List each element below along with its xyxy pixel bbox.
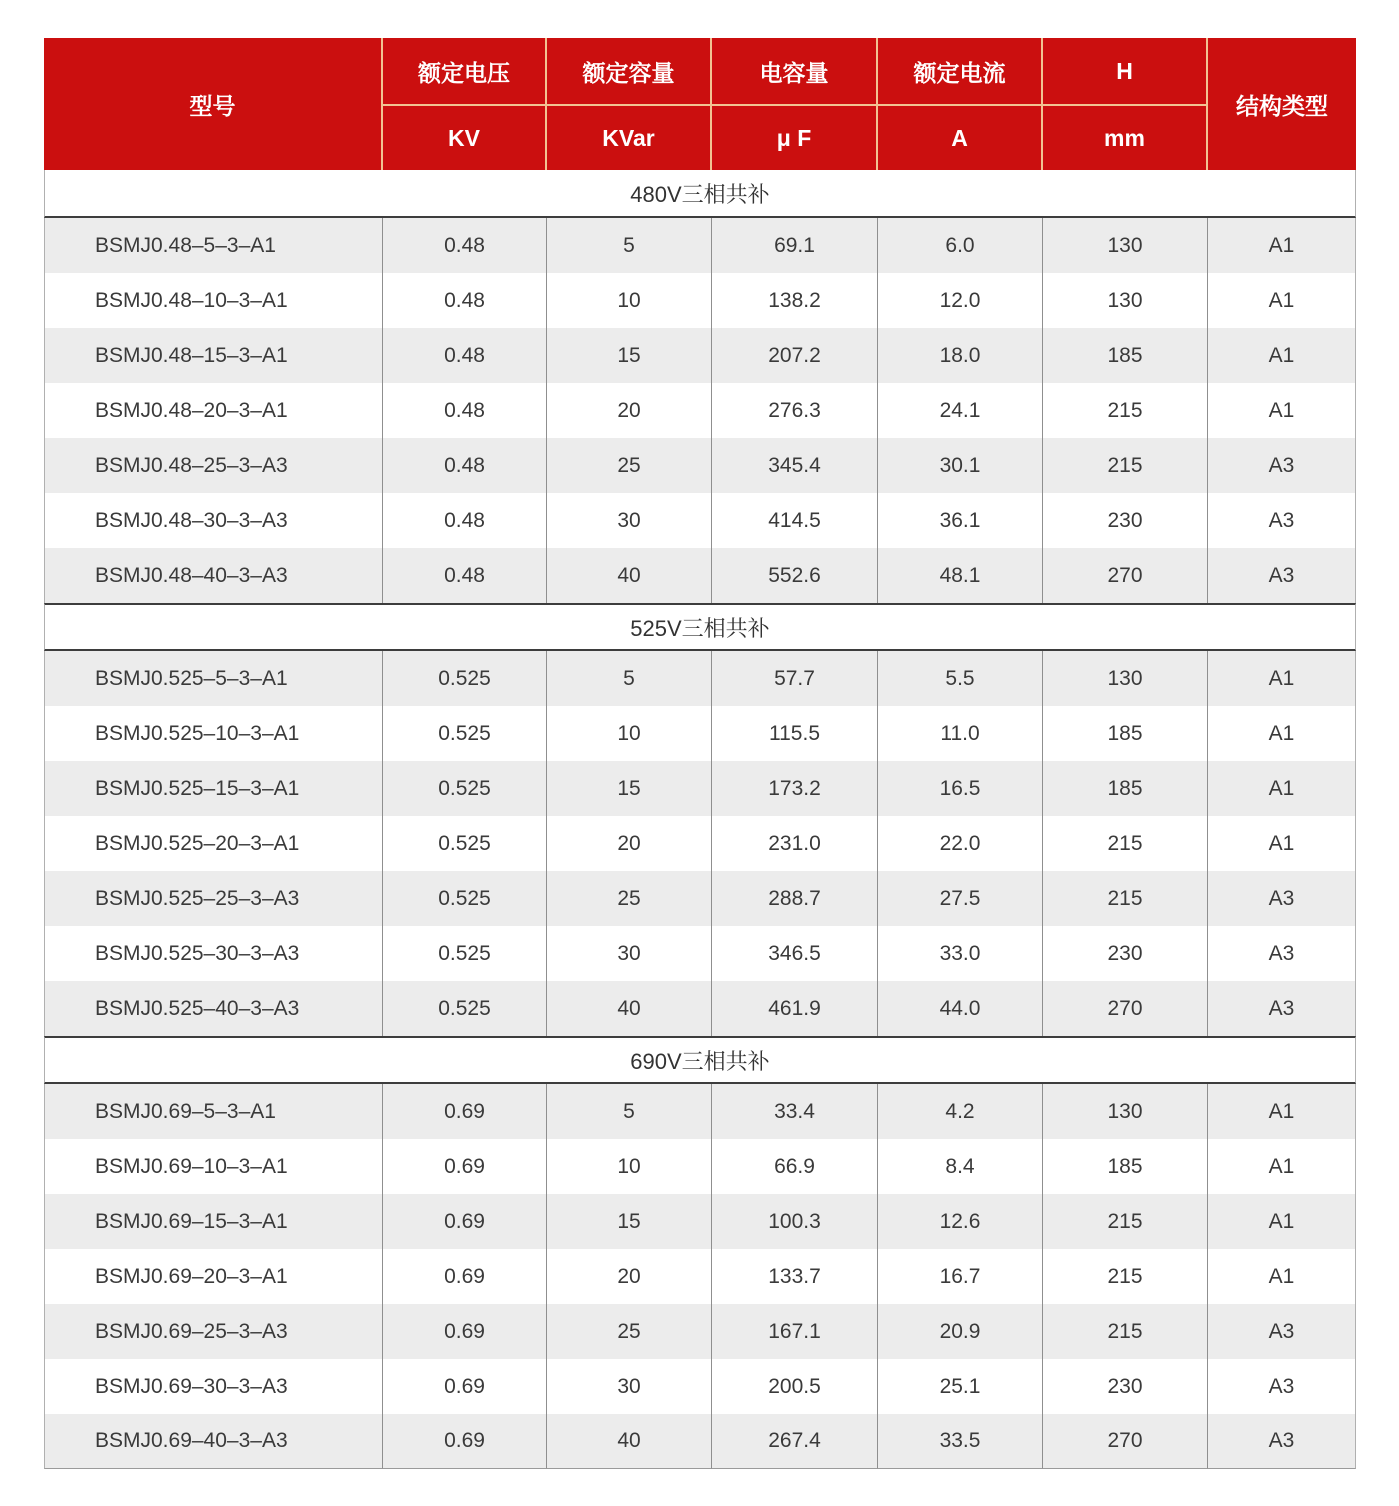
section-header-row [44, 170, 1356, 218]
height-cell: 270 [1043, 981, 1208, 1036]
capacitance-cell: 57.7 [712, 651, 878, 706]
model-cell: BSMJ0.525–25–3–A3 [44, 871, 383, 926]
height-cell: 230 [1043, 1359, 1208, 1414]
rated-current-cell: 18.0 [878, 328, 1043, 383]
model-cell: BSMJ0.525–10–3–A1 [44, 706, 383, 761]
table-row [44, 273, 1356, 328]
capacitance-cell: 115.5 [712, 706, 878, 761]
rated-capacity-cell: 20 [547, 383, 712, 438]
rated-voltage-cell: 0.48 [383, 273, 547, 328]
capacitance-cell: 288.7 [712, 871, 878, 926]
section-title: 690V三相共补 [44, 1036, 1356, 1084]
capacitance-cell: 173.2 [712, 761, 878, 816]
rated-voltage-cell: 0.48 [383, 548, 547, 603]
structure-type-cell: A1 [1208, 651, 1356, 706]
rated-capacity-cell: 10 [547, 273, 712, 328]
capacitance-cell: 200.5 [712, 1359, 878, 1414]
table-row [44, 493, 1356, 548]
structure-type-cell: A3 [1208, 1414, 1356, 1469]
rated-capacity-cell: 15 [547, 1194, 712, 1249]
capacitance-cell: 207.2 [712, 328, 878, 383]
structure-type-cell: A1 [1208, 706, 1356, 761]
rated-voltage-cell: 0.525 [383, 651, 547, 706]
model-cell: BSMJ0.525–15–3–A1 [44, 761, 383, 816]
table-row [44, 1194, 1356, 1249]
rated-capacity-cell: 10 [547, 1139, 712, 1194]
spec-table-body [44, 170, 1356, 1469]
height-cell: 270 [1043, 548, 1208, 603]
table-row [44, 1414, 1356, 1469]
rated-voltage-cell: 0.48 [383, 218, 547, 273]
model-cell: BSMJ0.69–20–3–A1 [44, 1249, 383, 1304]
rated-current-cell: 20.9 [878, 1304, 1043, 1359]
rated-capacity-cell: 25 [547, 1304, 712, 1359]
capacitance-cell: 276.3 [712, 383, 878, 438]
table-row [44, 383, 1356, 438]
col-unit-capacitance: μ F [712, 104, 878, 170]
structure-type-cell: A1 [1208, 273, 1356, 328]
model-cell: BSMJ0.48–20–3–A1 [44, 383, 383, 438]
rated-voltage-cell: 0.525 [383, 816, 547, 871]
rated-capacity-cell: 5 [547, 651, 712, 706]
capacitance-cell: 552.6 [712, 548, 878, 603]
table-row [44, 438, 1356, 493]
model-cell: BSMJ0.69–10–3–A1 [44, 1139, 383, 1194]
table-row [44, 548, 1356, 603]
height-cell: 215 [1043, 383, 1208, 438]
table-row [44, 1304, 1356, 1359]
model-cell: BSMJ0.48–40–3–A3 [44, 548, 383, 603]
rated-voltage-cell: 0.525 [383, 761, 547, 816]
rated-current-cell: 12.0 [878, 273, 1043, 328]
model-cell: BSMJ0.48–15–3–A1 [44, 328, 383, 383]
height-cell: 215 [1043, 1194, 1208, 1249]
rated-current-cell: 22.0 [878, 816, 1043, 871]
rated-current-cell: 4.2 [878, 1084, 1043, 1139]
rated-voltage-cell: 0.69 [383, 1304, 547, 1359]
section-header-row [44, 603, 1356, 651]
rated-voltage-cell: 0.69 [383, 1194, 547, 1249]
col-header-model: 型号 [44, 38, 383, 170]
height-cell: 185 [1043, 1139, 1208, 1194]
structure-type-cell: A1 [1208, 1194, 1356, 1249]
rated-capacity-cell: 5 [547, 218, 712, 273]
height-cell: 215 [1043, 1249, 1208, 1304]
table-row [44, 1139, 1356, 1194]
capacitance-cell: 33.4 [712, 1084, 878, 1139]
rated-current-cell: 6.0 [878, 218, 1043, 273]
table-row [44, 981, 1356, 1036]
model-cell: BSMJ0.48–5–3–A1 [44, 218, 383, 273]
rated-current-cell: 11.0 [878, 706, 1043, 761]
rated-capacity-cell: 30 [547, 493, 712, 548]
col-header-rated-voltage: 额定电压 [383, 38, 547, 104]
rated-capacity-cell: 5 [547, 1084, 712, 1139]
structure-type-cell: A1 [1208, 1139, 1356, 1194]
section-title: 525V三相共补 [44, 603, 1356, 651]
height-cell: 230 [1043, 493, 1208, 548]
height-cell: 185 [1043, 328, 1208, 383]
spec-table [44, 38, 1356, 1469]
rated-capacity-cell: 25 [547, 871, 712, 926]
height-cell: 130 [1043, 1084, 1208, 1139]
capacitance-cell: 100.3 [712, 1194, 878, 1249]
rated-voltage-cell: 0.525 [383, 871, 547, 926]
height-cell: 230 [1043, 926, 1208, 981]
structure-type-cell: A1 [1208, 1249, 1356, 1304]
height-cell: 215 [1043, 438, 1208, 493]
height-cell: 130 [1043, 218, 1208, 273]
rated-capacity-cell: 30 [547, 1359, 712, 1414]
structure-type-cell: A1 [1208, 328, 1356, 383]
model-cell: BSMJ0.525–40–3–A3 [44, 981, 383, 1036]
capacitance-cell: 133.7 [712, 1249, 878, 1304]
structure-type-cell: A3 [1208, 926, 1356, 981]
rated-current-cell: 12.6 [878, 1194, 1043, 1249]
rated-current-cell: 24.1 [878, 383, 1043, 438]
table-row [44, 1249, 1356, 1304]
col-unit-rated-capacity: KVar [547, 104, 712, 170]
capacitance-cell: 346.5 [712, 926, 878, 981]
structure-type-cell: A1 [1208, 218, 1356, 273]
capacitance-cell: 345.4 [712, 438, 878, 493]
rated-current-cell: 48.1 [878, 548, 1043, 603]
model-cell: BSMJ0.48–10–3–A1 [44, 273, 383, 328]
rated-voltage-cell: 0.69 [383, 1249, 547, 1304]
height-cell: 185 [1043, 706, 1208, 761]
height-cell: 130 [1043, 273, 1208, 328]
structure-type-cell: A1 [1208, 761, 1356, 816]
height-cell: 270 [1043, 1414, 1208, 1469]
structure-type-cell: A3 [1208, 981, 1356, 1036]
rated-current-cell: 33.0 [878, 926, 1043, 981]
rated-current-cell: 33.5 [878, 1414, 1043, 1469]
table-row [44, 816, 1356, 871]
rated-capacity-cell: 20 [547, 1249, 712, 1304]
col-header-structure-type: 结构类型 [1208, 38, 1356, 170]
model-cell: BSMJ0.525–20–3–A1 [44, 816, 383, 871]
col-header-rated-capacity: 额定容量 [547, 38, 712, 104]
col-unit-height: mm [1043, 104, 1208, 170]
capacitance-cell: 66.9 [712, 1139, 878, 1194]
spec-table-header [44, 38, 1356, 170]
rated-current-cell: 27.5 [878, 871, 1043, 926]
capacitance-cell: 69.1 [712, 218, 878, 273]
height-cell: 215 [1043, 1304, 1208, 1359]
structure-type-cell: A3 [1208, 871, 1356, 926]
table-row [44, 218, 1356, 273]
structure-type-cell: A1 [1208, 816, 1356, 871]
rated-voltage-cell: 0.48 [383, 328, 547, 383]
rated-capacity-cell: 15 [547, 761, 712, 816]
rated-voltage-cell: 0.48 [383, 493, 547, 548]
structure-type-cell: A3 [1208, 1359, 1356, 1414]
col-unit-rated-voltage: KV [383, 104, 547, 170]
col-header-height: H [1043, 38, 1208, 104]
rated-voltage-cell: 0.48 [383, 438, 547, 493]
height-cell: 215 [1043, 871, 1208, 926]
table-row [44, 761, 1356, 816]
col-unit-rated-current: A [878, 104, 1043, 170]
structure-type-cell: A1 [1208, 1084, 1356, 1139]
rated-capacity-cell: 10 [547, 706, 712, 761]
structure-type-cell: A3 [1208, 1304, 1356, 1359]
capacitance-cell: 231.0 [712, 816, 878, 871]
model-cell: BSMJ0.69–40–3–A3 [44, 1414, 383, 1469]
model-cell: BSMJ0.69–15–3–A1 [44, 1194, 383, 1249]
rated-capacity-cell: 40 [547, 1414, 712, 1469]
capacitance-cell: 414.5 [712, 493, 878, 548]
structure-type-cell: A3 [1208, 548, 1356, 603]
rated-voltage-cell: 0.48 [383, 383, 547, 438]
rated-current-cell: 30.1 [878, 438, 1043, 493]
col-header-capacitance: 电容量 [712, 38, 878, 104]
capacitance-cell: 461.9 [712, 981, 878, 1036]
rated-voltage-cell: 0.525 [383, 981, 547, 1036]
height-cell: 215 [1043, 816, 1208, 871]
model-cell: BSMJ0.525–30–3–A3 [44, 926, 383, 981]
rated-capacity-cell: 15 [547, 328, 712, 383]
rated-voltage-cell: 0.525 [383, 926, 547, 981]
model-cell: BSMJ0.48–30–3–A3 [44, 493, 383, 548]
col-header-rated-current: 额定电流 [878, 38, 1043, 104]
rated-capacity-cell: 40 [547, 981, 712, 1036]
rated-capacity-cell: 30 [547, 926, 712, 981]
rated-current-cell: 16.5 [878, 761, 1043, 816]
height-cell: 185 [1043, 761, 1208, 816]
rated-current-cell: 8.4 [878, 1139, 1043, 1194]
model-cell: BSMJ0.69–30–3–A3 [44, 1359, 383, 1414]
table-row [44, 1084, 1356, 1139]
section-title: 480V三相共补 [44, 170, 1356, 218]
rated-current-cell: 36.1 [878, 493, 1043, 548]
rated-capacity-cell: 40 [547, 548, 712, 603]
rated-voltage-cell: 0.69 [383, 1084, 547, 1139]
rated-voltage-cell: 0.525 [383, 706, 547, 761]
table-row [44, 706, 1356, 761]
structure-type-cell: A3 [1208, 438, 1356, 493]
table-row [44, 926, 1356, 981]
table-row [44, 651, 1356, 706]
capacitance-cell: 138.2 [712, 273, 878, 328]
rated-current-cell: 25.1 [878, 1359, 1043, 1414]
model-cell: BSMJ0.69–5–3–A1 [44, 1084, 383, 1139]
model-cell: BSMJ0.525–5–3–A1 [44, 651, 383, 706]
rated-voltage-cell: 0.69 [383, 1139, 547, 1194]
capacitance-cell: 167.1 [712, 1304, 878, 1359]
table-row [44, 1359, 1356, 1414]
rated-capacity-cell: 20 [547, 816, 712, 871]
rated-voltage-cell: 0.69 [383, 1414, 547, 1469]
table-row [44, 871, 1356, 926]
rated-capacity-cell: 25 [547, 438, 712, 493]
structure-type-cell: A1 [1208, 383, 1356, 438]
table-row [44, 328, 1356, 383]
rated-current-cell: 44.0 [878, 981, 1043, 1036]
capacitance-cell: 267.4 [712, 1414, 878, 1469]
height-cell: 130 [1043, 651, 1208, 706]
section-header-row [44, 1036, 1356, 1084]
rated-voltage-cell: 0.69 [383, 1359, 547, 1414]
rated-current-cell: 16.7 [878, 1249, 1043, 1304]
structure-type-cell: A3 [1208, 493, 1356, 548]
model-cell: BSMJ0.69–25–3–A3 [44, 1304, 383, 1359]
model-cell: BSMJ0.48–25–3–A3 [44, 438, 383, 493]
rated-current-cell: 5.5 [878, 651, 1043, 706]
